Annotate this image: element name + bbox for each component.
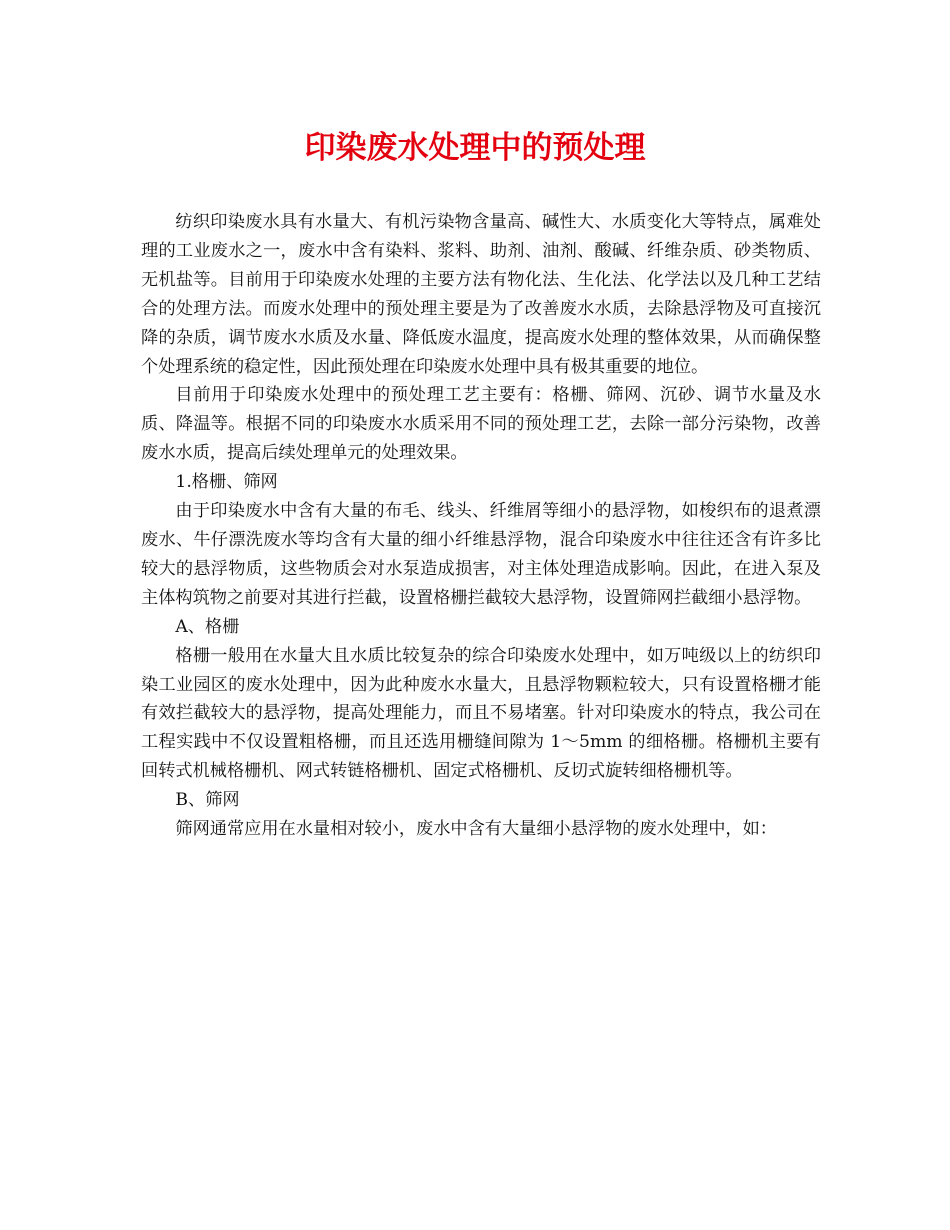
subsection-heading-screen: B、筛网 — [175, 790, 240, 811]
paragraph-intro: 纺织印染废水具有水量大、有机污染物含量高、碱性大、水质变化大等特点，属难处理的工业废水之一，废水中含有染料、浆料、助剂、油剂、酸碱、纤维杂质、砂类物质、无机盐等。目前用于印染废水处理的主要方法有物化法、生化法、化学法以及几种工艺结合的处理方法。而废水处理中的预处理主要是为了改善废水水质，去除悬浮物及可直接沉降的杂质，调节废水水质及水量、降低废水温度，提高废水处理的整体效果，从而确保整个处理系统的稳定性，因此预处理在印染废水处理中具有极其重要的地位。 — [141, 212, 821, 377]
document-title: 印染废水处理中的预处理 — [304, 130, 646, 166]
paragraph-pretreatment-overview: 目前用于印染废水处理中的预处理工艺主要有：格栅、筛网、沉砂、调节水量及水质、降温等。根据不同的印染废水水质采用不同的预处理工艺，去除一部分污染物，改善废水水质，提高后续处理单元的处理效果。 — [141, 385, 821, 464]
paragraph-screen: 筛网通常应用在水量相对较小，废水中含有大量细小悬浮物的废水处理中，如： — [175, 819, 777, 840]
section-heading-grille-screen: 1.格栅、筛网 — [175, 472, 278, 493]
paragraph-grille: 格栅一般用在水量大且水质比较复杂的综合印染废水处理中，如万吨级以上的纺织印染工业园区的废水处理中，因为此种废水水量大，且悬浮物颗粒较大，只有设置格栅才能有效拦截较大的悬浮物，提高处理能力，而且不易堵塞。针对印染废水的特点，我公司在工程实践中不仅设置粗格栅，而且还选用栅缝间隙为 1～5mm 的细格栅。格栅机主要有回转式机械格栅机、网式转链格栅机、固定式格栅机、反切式旋转细格栅机等。 — [141, 645, 821, 782]
paragraph-grille-screen: 由于印染废水中含有大量的布毛、线头、纤维屑等细小的悬浮物，如梭织布的退煮漂废水、牛仔漂洗废水等均含有大量的细小纤维悬浮物，混合印染废水中往往还含有许多比较大的悬浮物质，这些物质会对水泵造成损害，对主体处理造成影响。因此，在进入泵及主体构筑物之前要对其进行拦截，设置格栅拦截较大悬浮物，设置筛网拦截细小悬浮物。 — [141, 501, 821, 608]
document-body — [141, 208, 821, 844]
subsection-heading-grille: A、格栅 — [175, 616, 240, 637]
